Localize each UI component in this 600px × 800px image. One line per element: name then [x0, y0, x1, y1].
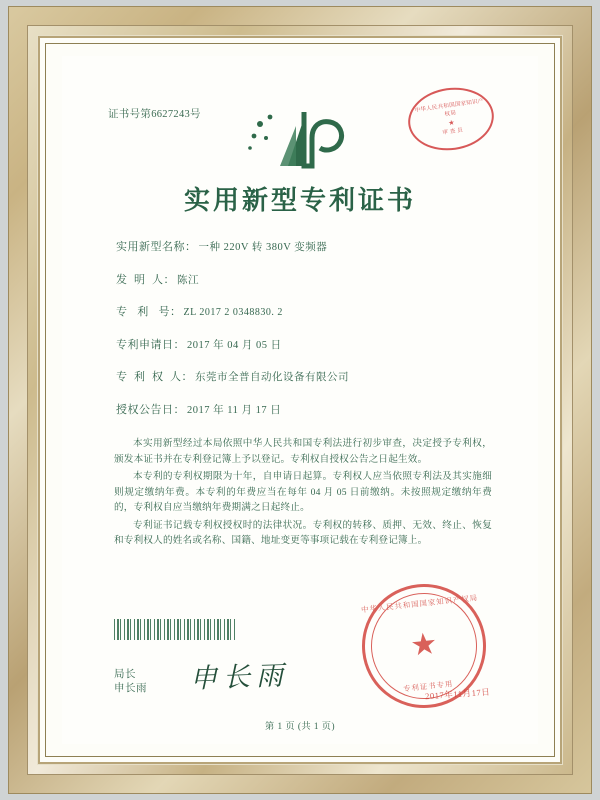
field-utility-model-name [116, 238, 492, 254]
patent-office-logo-icon [244, 108, 356, 170]
field-inventor [116, 271, 492, 287]
field-label: 实用新型名称： [116, 241, 197, 253]
field-label: 专利申请日： [116, 338, 185, 351]
certificate-inner-mat [38, 36, 562, 764]
paragraph-2: 本专利的专利权期限为十年，自申请日起算。专利权人应当依照专利法及其实施细则规定缴纳年费。本专利的年费应当在每年 04 月 05 日前缴纳。未按照规定缴纳年费的，专利权自应当缴纳年费期满之日起终止。 [114, 471, 492, 514]
field-patent-number [116, 303, 492, 319]
top-seal-star: ★ [447, 118, 456, 128]
field-value: 东莞市全普自动化设备有限公司 [195, 372, 349, 383]
seal-top-text: 中华人民共和国国家知识产权局 [360, 593, 479, 615]
signature-label-line1: 局长 [114, 668, 136, 680]
oval-red-stamp-icon [404, 82, 498, 155]
field-patentee [116, 368, 492, 384]
field-application-date [116, 336, 492, 352]
barcode-icon [114, 619, 236, 640]
top-seal-line1: 中华人民共和国国家知识产权局 [414, 98, 485, 118]
field-label: 专 利 权 人： [116, 371, 193, 383]
field-grant-announcement-date [116, 401, 492, 417]
field-label: 专 利 号： [116, 306, 182, 318]
paragraph-3: 专利证书记载专利权授权时的法律状况。专利权的转移、质押、无效、终止、恢复和专利权人的姓名或名称、国籍、地址变更等事项记载在专利登记簿上。 [114, 519, 492, 547]
certificate-middle-frame [27, 25, 573, 775]
field-value: 2017 年 04 月 05 日 [187, 339, 282, 351]
page-number: 第 1 页 (共 1 页) [264, 721, 336, 731]
seal-date: 2017年11月17日 [424, 686, 491, 702]
top-seal-line2: 审 查 员 [442, 127, 464, 137]
field-value: 一种 220V 转 380V 变频器 [198, 242, 328, 253]
field-value: 陈江 [177, 274, 199, 286]
serial-number: 证书号第6627243号 [108, 109, 201, 120]
signature-label [114, 668, 147, 696]
handwritten-signature: 申长雨 [189, 660, 290, 694]
field-label: 发 明 人： [116, 273, 175, 286]
page-title: 实用新型专利证书 [183, 186, 416, 215]
field-value: 2017 年 11 月 17 日 [187, 404, 282, 416]
field-value: ZL 2017 2 0348830. 2 [183, 307, 283, 318]
seal-star-icon: ★ [408, 627, 439, 663]
body-text [114, 436, 492, 551]
certificate-page [62, 56, 538, 744]
field-label: 授权公告日： [116, 403, 185, 416]
field-list [116, 238, 492, 433]
signature-label-line2: 申长雨 [114, 682, 147, 694]
certificate-outer-frame [8, 6, 592, 794]
seal-bottom-text: 专利证书专用 [402, 679, 454, 694]
paragraph-1: 本实用新型经过本局依照中华人民共和国专利法进行初步审查，决定授予专利权，颁发本证书并在专利登记簿上予以登记。专利权自授权公告之日起生效。 [114, 438, 492, 465]
